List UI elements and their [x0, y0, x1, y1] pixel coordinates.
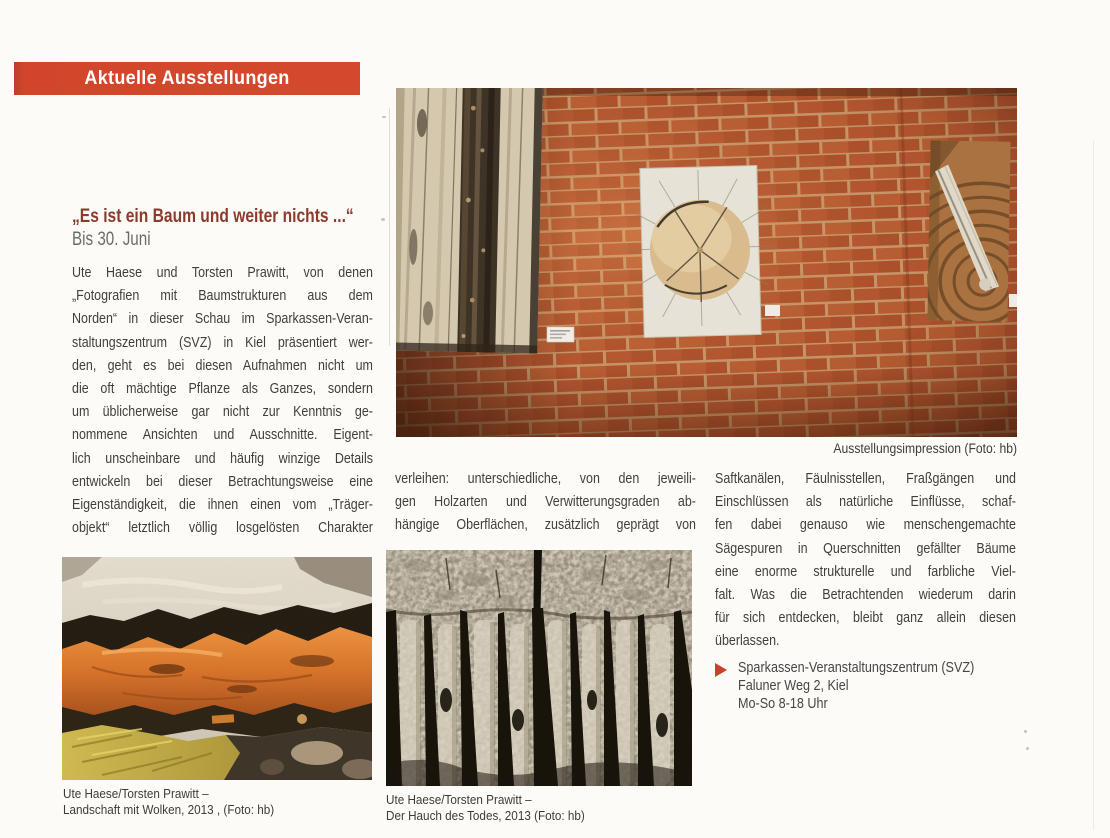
text-line: den, geht es bei diesen Aufnahmen nicht um: [72, 357, 373, 374]
section-banner: [14, 62, 360, 95]
text-line: fen dabei genauso wie menschengemachte: [715, 517, 1016, 534]
exhibition-photo-image: [396, 88, 1017, 437]
venue-hours: Mo-So 8-18 Uhr: [738, 696, 828, 712]
bark-photo: [386, 550, 692, 786]
article-headline: [72, 204, 492, 252]
text-line: Eigenständigkeit, die ihnen einen vom „Träger-: [72, 496, 373, 513]
text-line: nommene Ansichten und Ausschnitte. Eigent-: [72, 427, 373, 444]
article-column-middle: [395, 468, 747, 538]
text-line: überlassen.: [715, 633, 780, 650]
text-line: staltungszentrum (SVZ) in Kiel präsentiert wer-: [72, 334, 373, 351]
landscape-photo: [62, 557, 372, 780]
text-line: objekt“ letztlich völlig losgelösten Charakter: [72, 520, 373, 537]
scan-edge-line: [1093, 140, 1094, 830]
caption-line: Ute Haese/Torsten Prawitt –: [386, 792, 532, 807]
text-line: Einschlüssen als natürliche Einflüsse, schaf-: [715, 494, 1016, 511]
scan-speck: [1026, 747, 1029, 750]
scan-crease: [389, 108, 390, 346]
article-title: „Es ist ein Baum und weiter nichts ...“: [72, 205, 354, 227]
text-line: die oft mächtige Pflanze als Ganzes, sondern: [72, 380, 373, 397]
text-line: für sich entdecken, bleibt ganz allein diesen: [715, 610, 1016, 627]
article-column-right: [715, 468, 1067, 654]
venue-info: [715, 659, 1010, 713]
landscape-photo-image: [62, 557, 372, 780]
caption-line: Landschaft mit Wolken, 2013 , (Foto: hb): [63, 801, 275, 817]
text-line: falt. Was die Betrachtenden wiederum darin: [715, 586, 1016, 603]
venue-name: Sparkassen-Veranstaltungszentrum (SVZ): [738, 660, 975, 676]
text-line: Ute Haese und Torsten Prawitt, von denen: [72, 265, 373, 281]
text-line: hängige Oberflächen, zusätzlich geprägt von: [395, 517, 696, 534]
text-line: Saftkanälen, Fäulnisstellen, Fraßgängen und: [715, 471, 1016, 487]
scan-speck: [382, 116, 386, 118]
venue-address: Faluner Weg 2, Kiel: [738, 678, 849, 694]
landscape-photo-caption: [63, 786, 298, 817]
caption-line: Der Hauch des Todes, 2013 (Foto: hb): [386, 807, 585, 823]
bark-photo-image: [386, 550, 692, 786]
exhibition-photo: [396, 88, 1017, 437]
article-column-left: [72, 262, 424, 540]
bark-photo-caption: [386, 792, 607, 823]
exhibition-photo-caption: Ausstellungsimpression (Foto: hb): [833, 441, 1017, 456]
article-subtitle: Bis 30. Juni: [72, 229, 151, 250]
scan-speck: [1024, 730, 1027, 733]
caption-line: Ute Haese/Torsten Prawitt –: [63, 786, 209, 801]
section-banner-label: Aktuelle Ausstellungen: [84, 67, 290, 89]
scan-speck: [381, 218, 385, 221]
text-line: eine enorme strukturelle und farbliche Viel-: [715, 563, 1016, 580]
text-line: „Fotografien mit Baumstrukturen aus dem: [72, 288, 373, 305]
text-line: Norden“ in dieser Schau im Sparkassen-Veran-: [72, 311, 373, 328]
text-line: gen Holzarten und Verwitterungsgraden ab-: [395, 494, 696, 511]
text-line: verleihen: unterschiedliche, von den jeweili-: [395, 471, 696, 487]
text-line: entwickeln bei dieser Betrachtungsweise eine: [72, 473, 373, 490]
text-line: um üblicherweise gar nicht zur Kenntnis ge-: [72, 404, 373, 421]
text-line: lich unscheinbare und häufig winzige Details: [72, 450, 373, 467]
arrow-bullet-icon: [715, 663, 727, 677]
text-line: Sägespuren in Querschnitten gefällter Bäume: [715, 540, 1016, 557]
